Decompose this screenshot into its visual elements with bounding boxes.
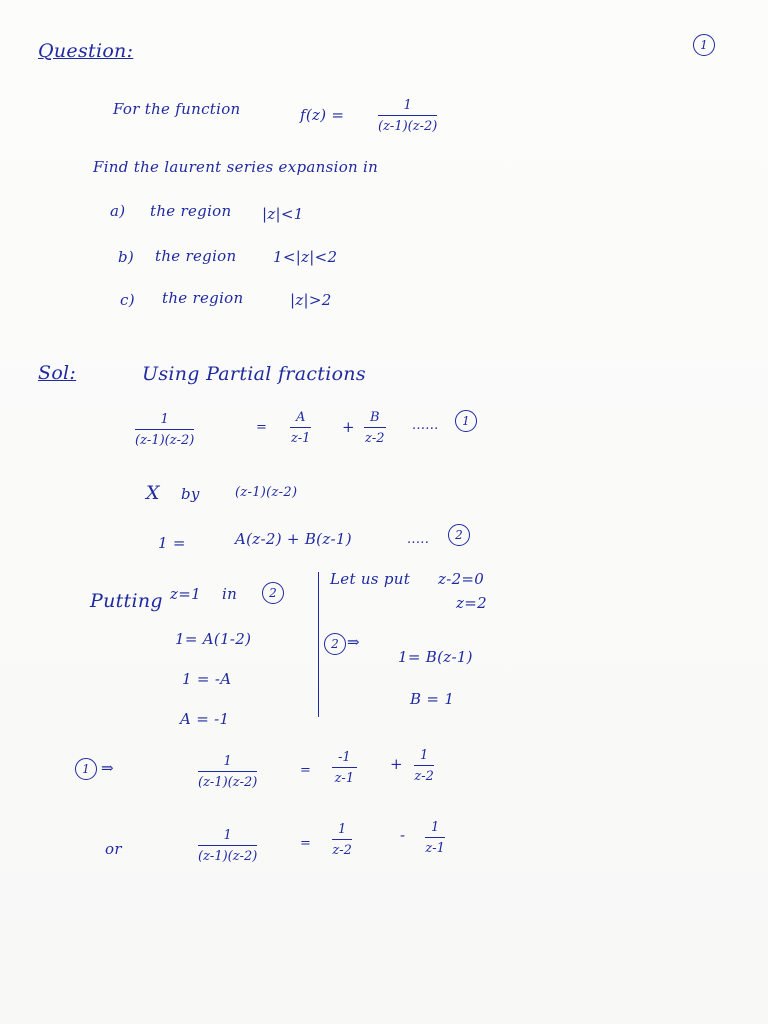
left-line3: A = -1 — [180, 710, 230, 728]
eq1-lhs-fraction: 1 (z-1)(z-2) — [135, 412, 195, 448]
function-fraction: 1 (z-1)(z-2) — [378, 98, 438, 134]
left-putting: Putting — [90, 590, 163, 612]
final1-arrow: ⇒ — [101, 759, 114, 777]
eq1-dots: ...... — [412, 418, 439, 433]
question-heading: Question: — [38, 40, 134, 62]
right-cond2: z=2 — [456, 594, 487, 612]
item-c-cond: |z|>2 — [290, 291, 332, 309]
item-c-label: c) — [120, 291, 135, 309]
final1-equals: = — [300, 763, 312, 778]
solution-method: Using Partial fractions — [142, 363, 366, 385]
final1-term2: 1 z-2 — [414, 748, 434, 784]
question-task: Find the laurent series expansion in — [93, 158, 379, 176]
item-a-text: the region — [150, 202, 232, 220]
solution-label: Sol: — [38, 362, 77, 384]
eq1-tag: 1 — [455, 410, 477, 432]
left-line1: 1= A(1-2) — [175, 630, 252, 648]
right-lets: Let us put — [330, 570, 411, 588]
final2-term1: 1 z-2 — [332, 822, 352, 858]
final1-plus: + — [390, 755, 403, 773]
item-a-label: a) — [110, 202, 126, 220]
final2-lhs: 1 (z-1)(z-2) — [198, 828, 258, 864]
item-b-label: b) — [118, 248, 135, 266]
eq1-term-a: A z-1 — [290, 410, 311, 446]
eq1-equals: = — [256, 420, 268, 435]
right-line2: B = 1 — [410, 690, 455, 708]
final1-term1: -1 z-1 — [332, 750, 357, 786]
function-lhs: f(z) = — [300, 106, 345, 124]
final2-term2: 1 z-1 — [425, 820, 445, 856]
eq1-plus: + — [342, 418, 355, 436]
left-line2: 1 = -A — [182, 670, 232, 688]
mult-x: X — [146, 482, 160, 504]
right-cond1: z-2=0 — [438, 570, 485, 588]
eq1-term-b: B z-2 — [365, 410, 385, 446]
item-a-cond: |z|<1 — [262, 205, 304, 223]
divider-line — [318, 572, 319, 717]
final2-minus: - — [400, 826, 406, 844]
right-tag: 2 — [324, 633, 346, 655]
left-in: in — [222, 585, 238, 603]
final2-equals: = — [300, 836, 312, 851]
item-b-cond: 1<|z|<2 — [273, 248, 338, 266]
item-b-text: the region — [155, 247, 237, 265]
eq2-tag: 2 — [448, 524, 470, 546]
page-number-badge: 1 — [693, 34, 715, 56]
right-arrow: ⇒ — [347, 633, 360, 651]
final1-lhs: 1 (z-1)(z-2) — [198, 754, 258, 790]
item-c-text: the region — [162, 289, 244, 307]
left-cond: z=1 — [170, 585, 201, 603]
question-intro: For the function — [113, 100, 241, 118]
final2-or: or — [105, 840, 122, 858]
eq2-dots: ..... — [407, 532, 430, 547]
mult-expr: (z-1)(z-2) — [235, 485, 298, 500]
mult-by: by — [181, 485, 200, 503]
left-tag: 2 — [262, 582, 284, 604]
final1-tag: 1 — [75, 758, 97, 780]
eq2-lhs: 1 = — [158, 534, 186, 552]
right-line1: 1= B(z-1) — [398, 648, 473, 666]
eq2-rhs: A(z-2) + B(z-1) — [235, 530, 352, 548]
